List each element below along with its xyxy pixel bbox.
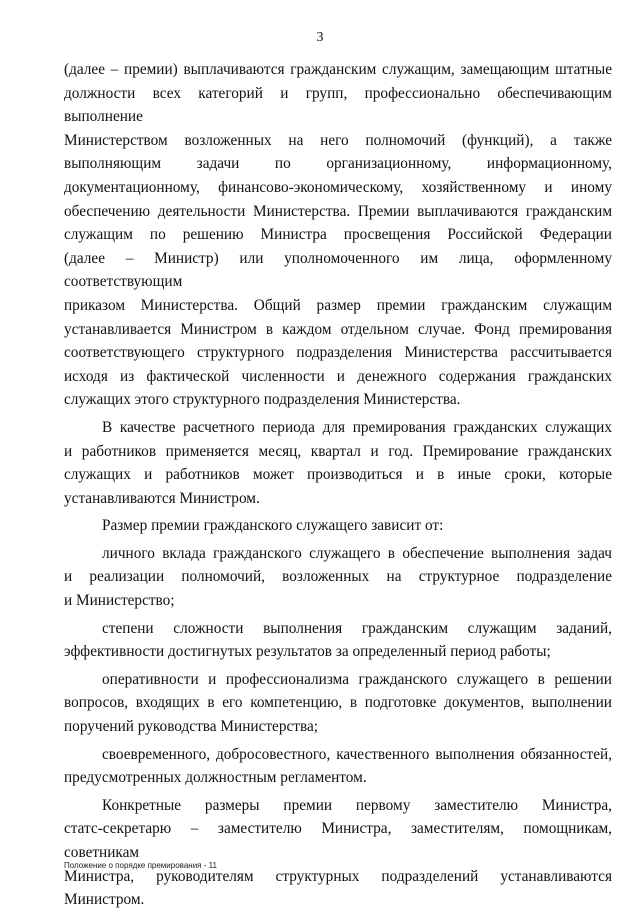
text-line: Конкретные размеры премии первому заместителю Министра, [102, 796, 612, 814]
text-line: степени сложности выполнения гражданским служащим заданий, [102, 619, 612, 637]
text-line: устанавливаются Министром. [64, 489, 260, 507]
text-line: должности всех категорий и групп, профессионально обеспечивающим выполнение [64, 84, 612, 126]
text-line: эффективности достигнутых результатов за определенный период работы; [64, 643, 551, 661]
text-line: и Министерство; [64, 592, 175, 610]
text-line: личного вклада гражданского служащего в обеспечение выполнения задач [102, 544, 612, 562]
text-line: Министерством возложенных на него полномочий (функций), а также [64, 131, 612, 149]
text-line: оперативности и профессионализма гражданского служащего в решении [102, 670, 612, 688]
text-line: устанавливается Министром в каждом отдельном случае. Фонд премирования [64, 320, 612, 338]
text-line: поручений руководства Министерства; [64, 718, 319, 736]
text-line: и работников применяется месяц, квартал и год. Премирование гражданских [64, 442, 612, 460]
page-footer: Положение о порядке премирования - 11 [64, 861, 217, 870]
text-line: Министром. [64, 891, 145, 909]
text-line: Министра, руководителям структурных подразделений устанавливаются [64, 867, 612, 885]
text-line: (далее – премии) выплачиваются гражданским служащим, замещающим штатные [64, 61, 612, 78]
text-line: В качестве расчетного периода для премирования гражданских служащих [102, 418, 612, 436]
text-line: исходя из фактической численности и денежного содержания гражданских [64, 367, 612, 385]
document-body [64, 58, 612, 912]
text-line: Размер премии гражданского служащего зависит от: [102, 517, 444, 535]
text-line: предусмотренных должностным регламентом. [64, 769, 367, 787]
text-line: обеспечению деятельности Министерства. Премии выплачиваются гражданским [64, 202, 612, 220]
text-line: документационному, финансово-экономическому, хозяйственному и иному [64, 178, 612, 196]
text-line: выполняющим задачи по организационному, информационному, [64, 155, 612, 173]
text-line: служащих этого структурного подразделения Министерства. [64, 391, 461, 409]
text-line: служащих и работников может производиться и в иные сроки, которые [64, 466, 612, 484]
text-line: своевременного, добросовестного, качественного выполнения обязанностей, [102, 745, 612, 763]
text-line: служащим по решению Министра просвещения Российской Федерации [64, 226, 612, 244]
text-line: приказом Министерства. Общий размер премии гражданским служащим [64, 296, 612, 314]
page-number: 3 [316, 30, 324, 45]
text-line: (далее – Министр) или уполномоченного им лица, оформленному соответствующим [64, 249, 612, 291]
text-line: вопросов, входящих в его компетенцию, в подготовке документов, выполнении [64, 694, 612, 712]
text-line: статс-секретарю – заместителю Министра, заместителям, помощникам, советникам [64, 820, 612, 861]
text-line: и реализации полномочий, возложенных на структурное подразделение [64, 568, 612, 586]
text-line: соответствующего структурного подразделения Министерства рассчитывается [64, 344, 612, 362]
